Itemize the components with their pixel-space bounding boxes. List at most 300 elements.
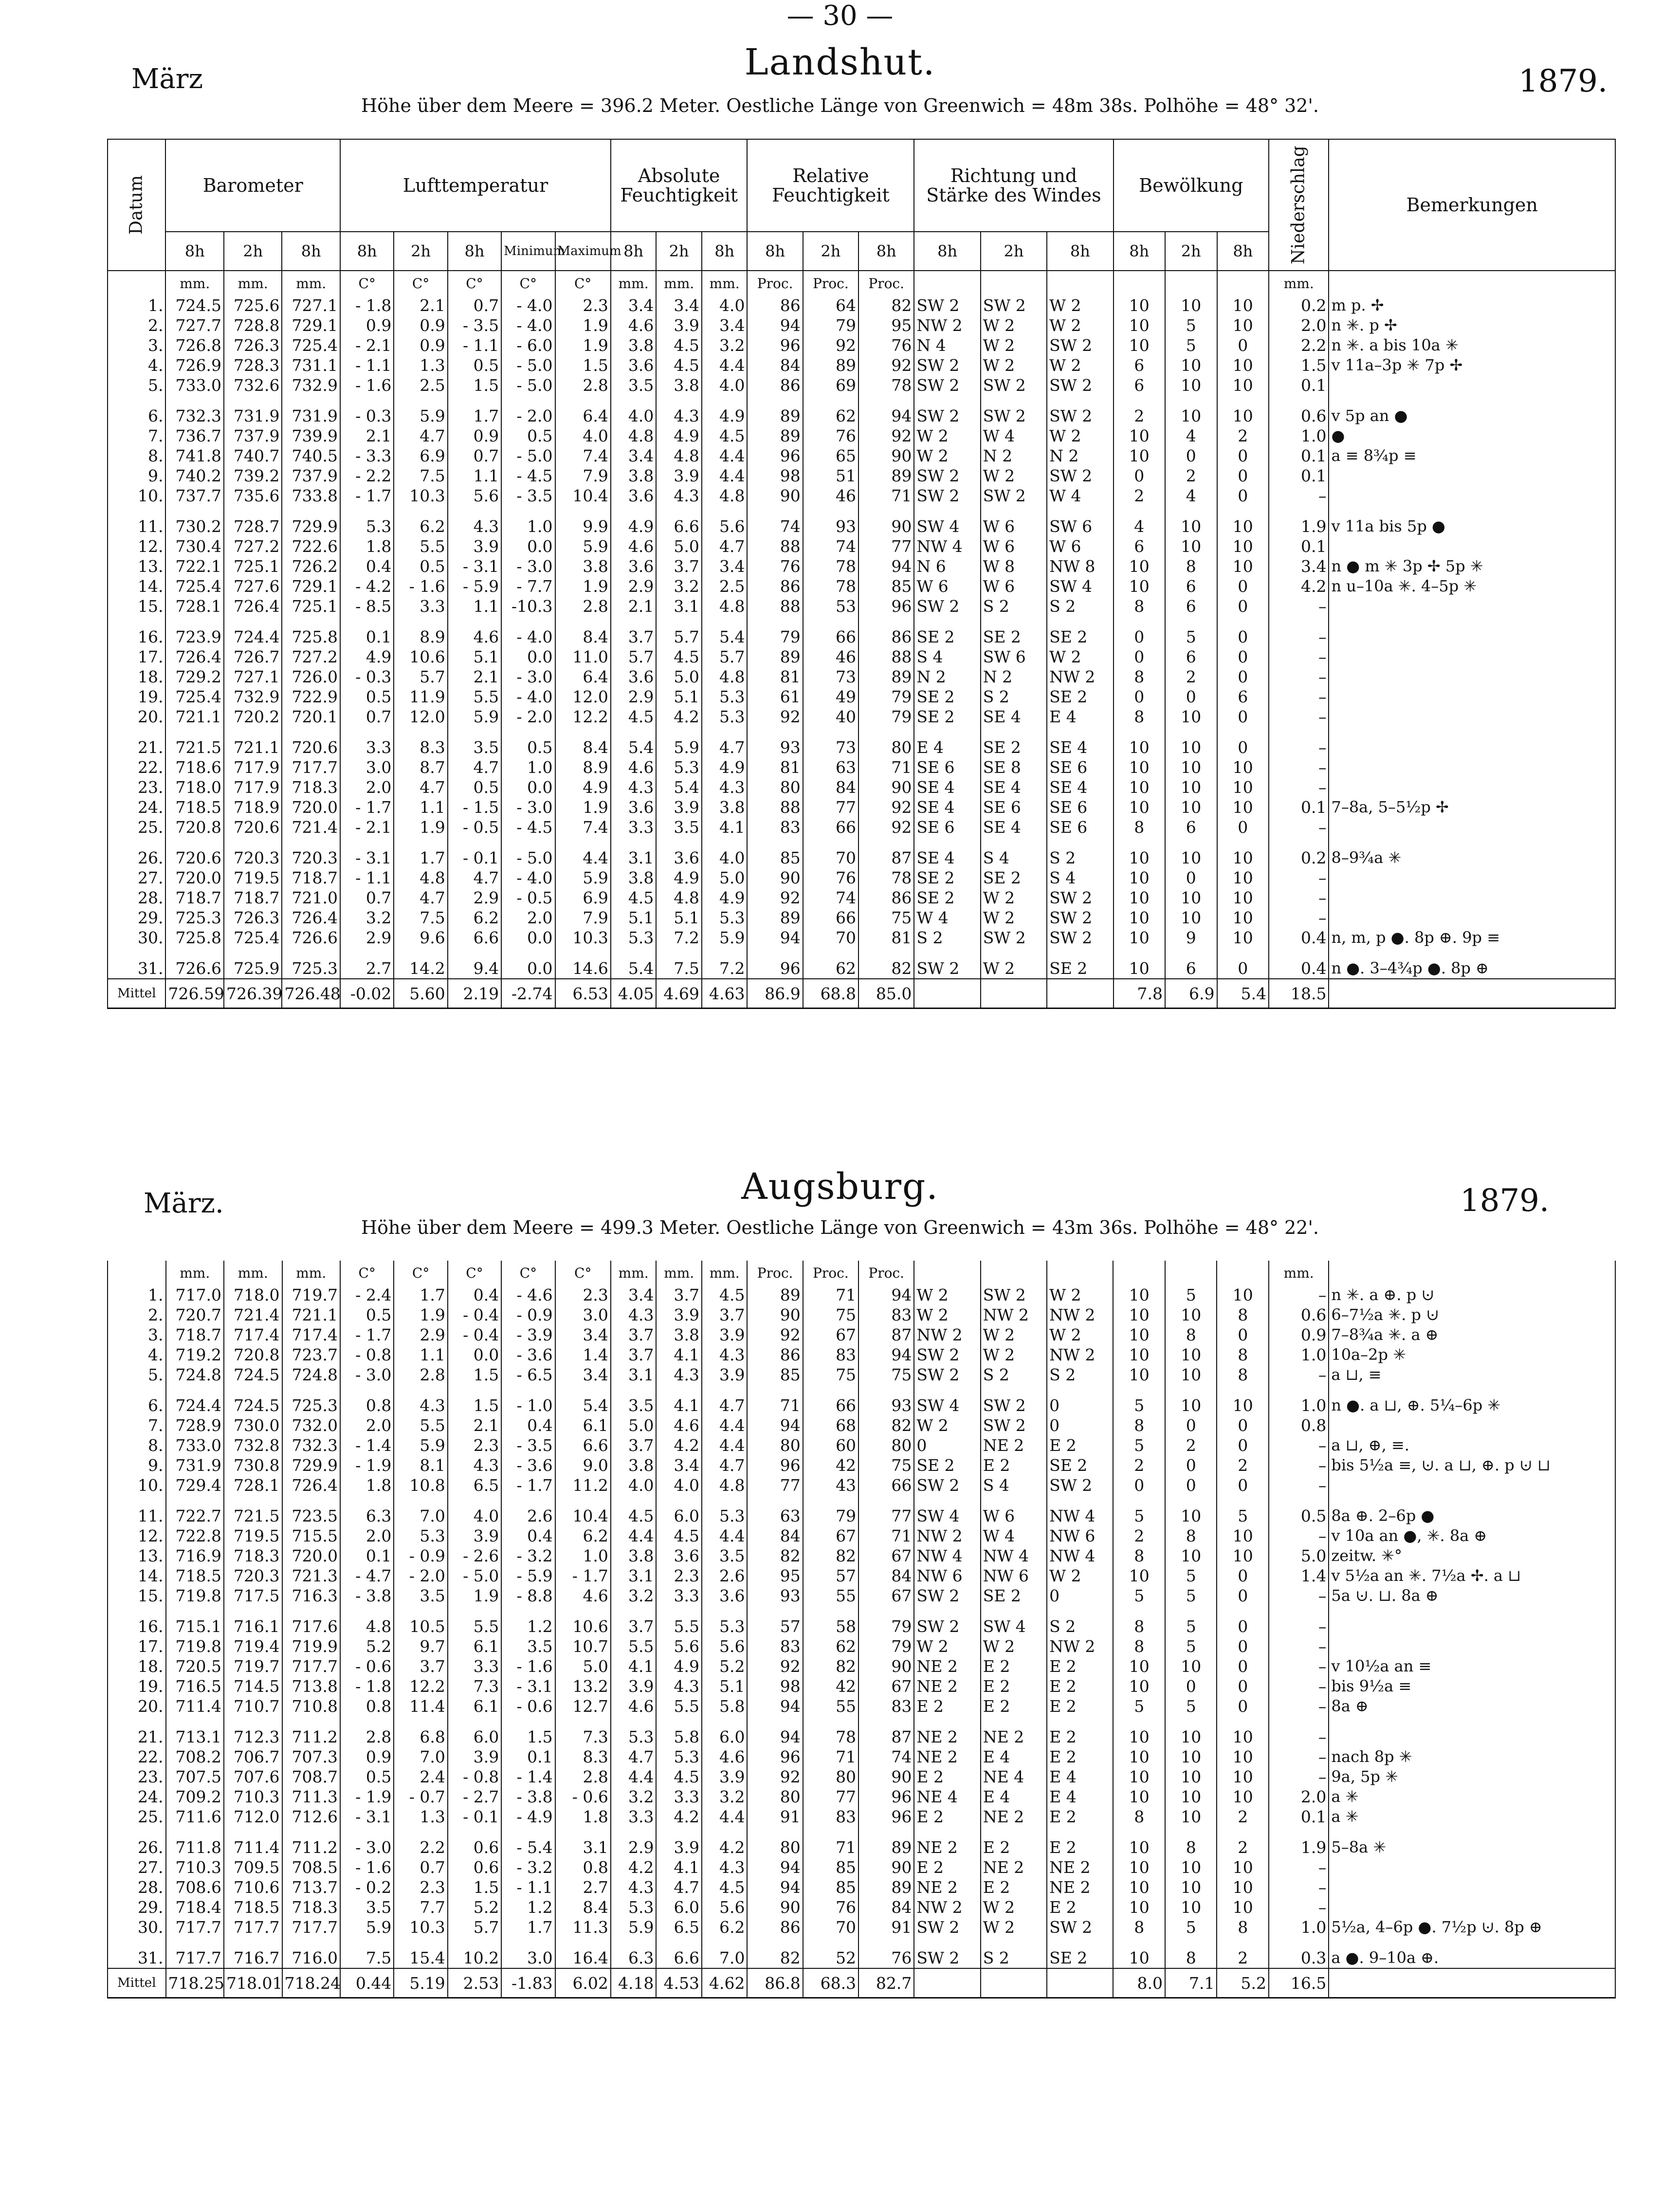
data-cell: 1.5	[448, 1877, 501, 1897]
data-cell: 3.9	[448, 1526, 501, 1546]
data-cell: 729.1	[282, 315, 340, 335]
data-cell: 5.3	[702, 908, 748, 928]
data-cell: 5.3	[702, 1506, 748, 1526]
data-cell: 5.2	[448, 1897, 501, 1917]
data-cell: 71	[858, 486, 914, 506]
data-cell: 79	[747, 627, 803, 647]
data-cell: 71	[858, 757, 914, 777]
data-cell: 737.9	[282, 466, 340, 486]
spacer-cell	[747, 1385, 803, 1395]
data-cell: E 2	[1047, 1747, 1113, 1767]
spacer-cell	[611, 948, 657, 958]
data-cell: 3.8	[611, 466, 657, 486]
data-cell: 49	[803, 687, 858, 707]
data-cell: 724.5	[224, 1365, 282, 1385]
data-cell: S 2	[1047, 596, 1113, 616]
data-cell: 3.8	[702, 797, 748, 817]
data-cell: 70	[803, 848, 858, 868]
data-cell: 5.5	[656, 1616, 702, 1636]
data-cell: 79	[803, 1506, 858, 1526]
data-cell: 3.1	[555, 1837, 611, 1857]
data-cell: 52	[803, 1948, 858, 1968]
unit-label: mm.	[165, 271, 223, 295]
data-cell: 717.7	[282, 1917, 341, 1937]
data-cell: 3.2	[340, 908, 394, 928]
data-cell: W 2	[1047, 1566, 1113, 1586]
data-cell: E 2	[1047, 1676, 1113, 1696]
row-spacer	[108, 1606, 1615, 1616]
data-cell: - 4.0	[501, 627, 555, 647]
data-cell: 76	[858, 1948, 914, 1968]
data-cell: 4.3	[702, 1857, 748, 1877]
day-cell: 27.	[108, 1857, 166, 1877]
data-cell: NW 8	[1047, 556, 1113, 576]
spacer-cell	[914, 1937, 980, 1948]
year-label: 1879.	[1460, 1183, 1550, 1219]
data-cell: 6.1	[448, 1696, 501, 1716]
spacer-cell	[1165, 506, 1217, 516]
data-cell: NE 2	[981, 1435, 1047, 1455]
data-cell: SE 2	[981, 868, 1047, 888]
data-cell: 0.5	[340, 1305, 394, 1325]
data-cell: 2	[1217, 426, 1269, 446]
spacer-cell	[108, 616, 165, 627]
data-cell: 57	[747, 1616, 803, 1636]
remarks-cell: v 5p an ●	[1329, 406, 1615, 426]
spacer-cell	[1114, 948, 1166, 958]
remarks-cell	[1329, 1616, 1615, 1636]
data-cell: 5.6	[702, 1897, 748, 1917]
data-cell: 2	[1217, 1807, 1269, 1827]
data-cell: SW 2	[1047, 466, 1113, 486]
data-cell: SW 2	[981, 486, 1047, 506]
data-cell: 0.5	[448, 355, 501, 375]
spacer-cell	[611, 1716, 657, 1727]
data-cell: 8	[1114, 667, 1166, 687]
spacer-cell	[108, 1827, 166, 1837]
data-cell: 2.3	[555, 295, 611, 315]
data-cell: SW 2	[1047, 888, 1113, 908]
data-cell: 7.5	[656, 958, 702, 979]
data-cell: - 3.0	[501, 667, 555, 687]
remarks-cell	[1329, 757, 1615, 777]
data-cell: 2	[1114, 406, 1166, 426]
data-cell: 0.1	[340, 1546, 394, 1566]
data-cell: 6	[1165, 596, 1217, 616]
table-row	[108, 1365, 1615, 1385]
data-cell: 3.1	[611, 1365, 657, 1385]
spacer-cell	[656, 395, 702, 406]
data-cell: SW 2	[914, 355, 980, 375]
data-cell: 10	[1165, 1395, 1217, 1415]
spacer-cell	[555, 948, 611, 958]
data-cell: SW 2	[1047, 908, 1113, 928]
data-cell: 10	[1165, 797, 1217, 817]
data-cell: –	[1269, 1455, 1329, 1475]
data-cell: - 0.6	[340, 1656, 394, 1676]
data-cell: 725.4	[282, 335, 340, 355]
data-cell: NE 2	[1047, 1877, 1113, 1897]
data-cell: 91	[747, 1807, 803, 1827]
data-cell: 10.7	[555, 1636, 611, 1656]
data-cell: 5.3	[611, 928, 657, 948]
data-cell: 726.3	[224, 335, 282, 355]
spacer-cell	[747, 395, 803, 406]
data-cell: 8	[1217, 1365, 1269, 1385]
data-cell: 729.9	[282, 1455, 341, 1475]
spacer-cell	[1165, 1716, 1217, 1727]
remarks-cell: n u–10a ✳. 4–5p ✳	[1329, 576, 1615, 596]
spacer-cell	[501, 1495, 555, 1506]
data-cell: –	[1269, 1877, 1329, 1897]
data-cell: SW 4	[914, 516, 980, 536]
data-cell: 718.3	[282, 1897, 341, 1917]
data-cell: 707.6	[224, 1767, 282, 1787]
data-cell: E 2	[981, 1455, 1047, 1475]
data-cell: - 0.2	[340, 1877, 394, 1897]
unit-label: mm.	[611, 271, 657, 295]
remarks-cell: a ●. 9–10a ⊕.	[1329, 1948, 1615, 1968]
data-cell: 79	[858, 687, 914, 707]
spacer-cell	[803, 1937, 858, 1948]
data-cell: 6.6	[448, 928, 501, 948]
data-cell: 9.0	[555, 1455, 611, 1475]
data-cell: - 7.7	[501, 576, 555, 596]
data-cell: 10	[1114, 848, 1166, 868]
spacer-cell	[858, 506, 914, 516]
data-cell: N 6	[914, 556, 980, 576]
spacer-cell	[165, 395, 223, 406]
data-cell: 732.6	[224, 375, 282, 395]
data-cell: 15.4	[394, 1948, 447, 1968]
data-cell: 89	[747, 406, 803, 426]
data-cell: 86	[747, 576, 803, 596]
data-cell: N 2	[981, 667, 1047, 687]
spacer-cell	[282, 1495, 341, 1506]
spacer-cell	[981, 1716, 1047, 1727]
data-cell: 4.5	[702, 1877, 748, 1897]
data-cell: 82	[858, 958, 914, 979]
data-cell: 2.1	[394, 295, 447, 315]
data-cell: E 2	[1047, 1807, 1113, 1827]
data-cell: 2.7	[340, 958, 394, 979]
data-cell: 10	[1113, 1837, 1165, 1857]
data-cell: 727.1	[224, 667, 282, 687]
data-cell: 3.3	[611, 817, 657, 837]
spacer-cell	[394, 948, 447, 958]
data-cell: 0.0	[501, 958, 555, 979]
spacer-cell	[224, 1495, 282, 1506]
data-cell: E 2	[914, 1807, 980, 1827]
data-cell: 0	[1165, 868, 1217, 888]
spacer-cell	[702, 1827, 748, 1837]
data-cell: 5.2	[702, 1656, 748, 1676]
spacer-cell	[340, 395, 394, 406]
data-cell: 3.3	[656, 1586, 702, 1606]
data-cell: 90	[858, 1767, 914, 1787]
data-cell: 86	[747, 295, 803, 315]
data-cell: 10	[1217, 406, 1269, 426]
data-cell: 10	[1165, 295, 1217, 315]
spacer-cell	[282, 506, 340, 516]
data-cell: 0	[1217, 1325, 1269, 1345]
data-cell: 0.9	[340, 1747, 394, 1767]
data-cell: 62	[803, 406, 858, 426]
data-cell: 735.6	[224, 486, 282, 506]
data-cell: 9.6	[394, 928, 447, 948]
data-cell: 0	[1217, 1636, 1269, 1656]
data-cell: 715.5	[282, 1526, 341, 1546]
data-cell: NE 2	[981, 1857, 1047, 1877]
remarks-cell: 10a–2p ✳	[1329, 1345, 1615, 1365]
data-cell: SE 4	[914, 797, 980, 817]
table-row	[108, 1656, 1615, 1676]
data-cell: 720.3	[224, 1566, 282, 1586]
table-row	[108, 556, 1615, 576]
day-cell: 24.	[108, 1787, 166, 1807]
data-cell: –	[1269, 1897, 1329, 1917]
data-cell: 10	[1217, 908, 1269, 928]
remarks-cell: 5–8a ✳	[1329, 1837, 1615, 1857]
data-cell: E 2	[1047, 1837, 1113, 1857]
unit-label: mm.	[656, 271, 702, 295]
data-cell: 5	[1113, 1395, 1165, 1415]
data-cell: 0	[1165, 1676, 1217, 1696]
data-cell: 6.5	[448, 1475, 501, 1495]
data-cell: 0	[1217, 1586, 1269, 1606]
table-row	[108, 1857, 1615, 1877]
data-cell: 12.2	[555, 707, 611, 727]
spacer-cell	[282, 1385, 341, 1395]
data-cell: 730.8	[224, 1455, 282, 1475]
data-cell: 2.3	[448, 1435, 501, 1455]
data-cell: 721.5	[224, 1506, 282, 1526]
data-cell: 6.0	[656, 1897, 702, 1917]
data-cell: 3.7	[702, 1305, 748, 1325]
data-cell: 2.9	[448, 888, 501, 908]
data-cell: 5.5	[394, 536, 447, 556]
data-cell: 6.4	[555, 667, 611, 687]
data-cell: 92	[747, 1656, 803, 1676]
data-cell: 720.6	[224, 817, 282, 837]
data-cell: 10	[1114, 556, 1166, 576]
data-cell: 79	[803, 315, 858, 335]
mean-cell: 18.5	[1269, 979, 1329, 1009]
table-row	[108, 1676, 1615, 1696]
data-cell: 716.1	[224, 1616, 282, 1636]
spacer-cell	[656, 1937, 702, 1948]
data-cell: 712.3	[224, 1727, 282, 1747]
spacer-cell	[1217, 616, 1269, 627]
data-cell: 67	[858, 1676, 914, 1696]
data-cell: 0.1	[340, 627, 394, 647]
data-cell: 720.6	[282, 737, 340, 757]
data-cell: 720.3	[282, 848, 340, 868]
remarks-cell: n ✳. p ✢	[1329, 315, 1615, 335]
data-cell: - 0.8	[340, 1345, 394, 1365]
data-cell: SW 2	[914, 1948, 980, 1968]
data-cell: 5.1	[656, 908, 702, 928]
data-cell: - 1.8	[340, 1676, 394, 1696]
data-cell: 10	[1114, 737, 1166, 757]
table-row	[108, 757, 1615, 777]
data-cell: 4.8	[340, 1616, 394, 1636]
data-cell: SE 2	[914, 868, 980, 888]
remarks-cell: a ≡ 8¾p ≡	[1329, 446, 1615, 466]
spacer-cell	[224, 1716, 282, 1727]
data-cell: 3.4	[611, 295, 657, 315]
data-cell: 74	[858, 1747, 914, 1767]
spacer-cell	[448, 948, 501, 958]
data-cell: 4.4	[611, 1767, 657, 1787]
data-cell: 740.5	[282, 446, 340, 466]
data-cell: 733.0	[166, 1435, 224, 1455]
data-cell: 2.0	[340, 1526, 394, 1546]
data-cell: 1.9	[1269, 1837, 1329, 1857]
data-cell: SW 4	[1047, 576, 1113, 596]
data-cell: 4.1	[656, 1395, 702, 1415]
data-cell: 728.3	[224, 355, 282, 375]
remarks-cell: n ● m ✳ 3p ✢ 5p ✳	[1329, 556, 1615, 576]
data-cell: 10	[1114, 446, 1166, 466]
mean-cell: 8.0	[1113, 1968, 1165, 1998]
data-cell: 731.9	[224, 406, 282, 426]
spacer-cell	[1113, 1937, 1165, 1948]
data-cell: - 3.9	[501, 1325, 555, 1345]
data-cell: –	[1269, 1365, 1329, 1385]
spacer-cell	[858, 1937, 914, 1948]
row-spacer	[108, 948, 1615, 958]
data-cell: 75	[858, 1455, 914, 1475]
data-cell: 1.0	[1269, 426, 1329, 446]
data-cell: 2	[1217, 1948, 1269, 1968]
data-cell: 5	[1165, 315, 1217, 335]
data-cell: 2	[1165, 667, 1217, 687]
data-cell: 8	[1113, 1807, 1165, 1827]
spacer-cell	[340, 1827, 394, 1837]
mean-cell: -2.74	[501, 979, 555, 1009]
data-cell: SE 4	[1047, 777, 1113, 797]
data-cell: 10	[1114, 797, 1166, 817]
hour-8: 8h	[858, 232, 914, 271]
data-cell: 10	[1217, 777, 1269, 797]
day-cell: 21.	[108, 1727, 166, 1747]
data-cell: 67	[858, 1546, 914, 1566]
spacer-cell	[555, 727, 611, 737]
data-cell: 3.7	[611, 1616, 657, 1636]
data-cell: 10	[1165, 1767, 1217, 1787]
data-cell: 725.1	[224, 556, 282, 576]
spacer-cell	[981, 1495, 1047, 1506]
row-spacer	[108, 837, 1615, 848]
day-cell: 22.	[108, 1747, 166, 1767]
data-cell: 4.0	[555, 426, 611, 446]
data-cell: 739.9	[282, 426, 340, 446]
data-cell: SW 2	[914, 1616, 980, 1636]
spacer-cell	[1217, 1716, 1269, 1727]
remarks-cell	[1329, 667, 1615, 687]
data-cell: 6	[1165, 576, 1217, 596]
data-cell: W 2	[981, 466, 1047, 486]
mean-row	[108, 979, 1615, 1009]
data-cell: 7.2	[656, 928, 702, 948]
data-cell: 5.3	[340, 516, 394, 536]
data-cell: S 2	[981, 1948, 1047, 1968]
table-row	[108, 817, 1615, 837]
table-row	[108, 1325, 1615, 1345]
data-cell: -10.3	[501, 596, 555, 616]
data-cell: 93	[747, 1586, 803, 1606]
day-cell: 31.	[108, 958, 165, 979]
data-cell: 2	[1217, 1455, 1269, 1475]
data-cell: NW 6	[914, 1566, 980, 1586]
data-cell: 1.0	[1269, 1917, 1329, 1937]
data-cell: 2.6	[501, 1506, 555, 1526]
data-cell: –	[1269, 1857, 1329, 1877]
remarks-cell: a ⊔, ≡	[1329, 1365, 1615, 1385]
data-cell: 3.2	[656, 576, 702, 596]
data-cell: 10	[1217, 868, 1269, 888]
spacer-cell	[1165, 837, 1217, 848]
data-cell: SW 2	[981, 1395, 1047, 1415]
mean-cell: 0.44	[340, 1968, 394, 1998]
table-row	[108, 1566, 1615, 1586]
hour-8: 8h	[340, 232, 394, 271]
data-cell: 10	[1165, 406, 1217, 426]
header-temperature: Lufttemperatur	[340, 139, 611, 232]
data-cell: NE 2	[1047, 1857, 1113, 1877]
data-cell: - 1.1	[448, 335, 501, 355]
data-cell: 53	[803, 596, 858, 616]
data-cell: W 6	[981, 1506, 1047, 1526]
data-cell: N 2	[914, 667, 980, 687]
data-cell: 2.8	[555, 596, 611, 616]
data-cell: 3.2	[611, 1586, 657, 1606]
data-cell: 70	[803, 928, 858, 948]
data-cell: - 0.1	[448, 1807, 501, 1827]
data-cell: 0.1	[1269, 1807, 1329, 1827]
data-cell: - 2.1	[340, 335, 394, 355]
data-cell: 9.7	[394, 1636, 447, 1656]
data-cell: 5.7	[394, 667, 447, 687]
data-cell: –	[1269, 737, 1329, 757]
day-cell: 13.	[108, 556, 165, 576]
data-cell: 714.5	[224, 1676, 282, 1696]
data-cell: 4.9	[656, 1656, 702, 1676]
data-cell: - 0.1	[448, 848, 501, 868]
data-cell: 98	[747, 1676, 803, 1696]
table-row	[108, 928, 1615, 948]
hour-8: 8h	[914, 232, 980, 271]
data-cell: SW 4	[981, 1616, 1047, 1636]
unit-cell	[1113, 1261, 1165, 1285]
data-cell: 10	[1165, 1546, 1217, 1566]
data-cell: NW 2	[1047, 1305, 1113, 1325]
data-cell: E 2	[1047, 1656, 1113, 1676]
data-cell: - 1.6	[501, 1656, 555, 1676]
data-cell: 3.8	[611, 868, 657, 888]
data-cell: 4.6	[611, 757, 657, 777]
data-cell: - 5.4	[501, 1837, 555, 1857]
data-cell: 4.6	[448, 627, 501, 647]
data-cell: 2	[1113, 1526, 1165, 1546]
data-cell: 5.9	[394, 406, 447, 426]
data-cell: - 3.6	[501, 1455, 555, 1475]
remarks-cell	[1329, 908, 1615, 928]
data-cell: S 4	[914, 647, 980, 667]
data-cell: 724.8	[282, 1365, 341, 1385]
data-cell: 77	[803, 1787, 858, 1807]
